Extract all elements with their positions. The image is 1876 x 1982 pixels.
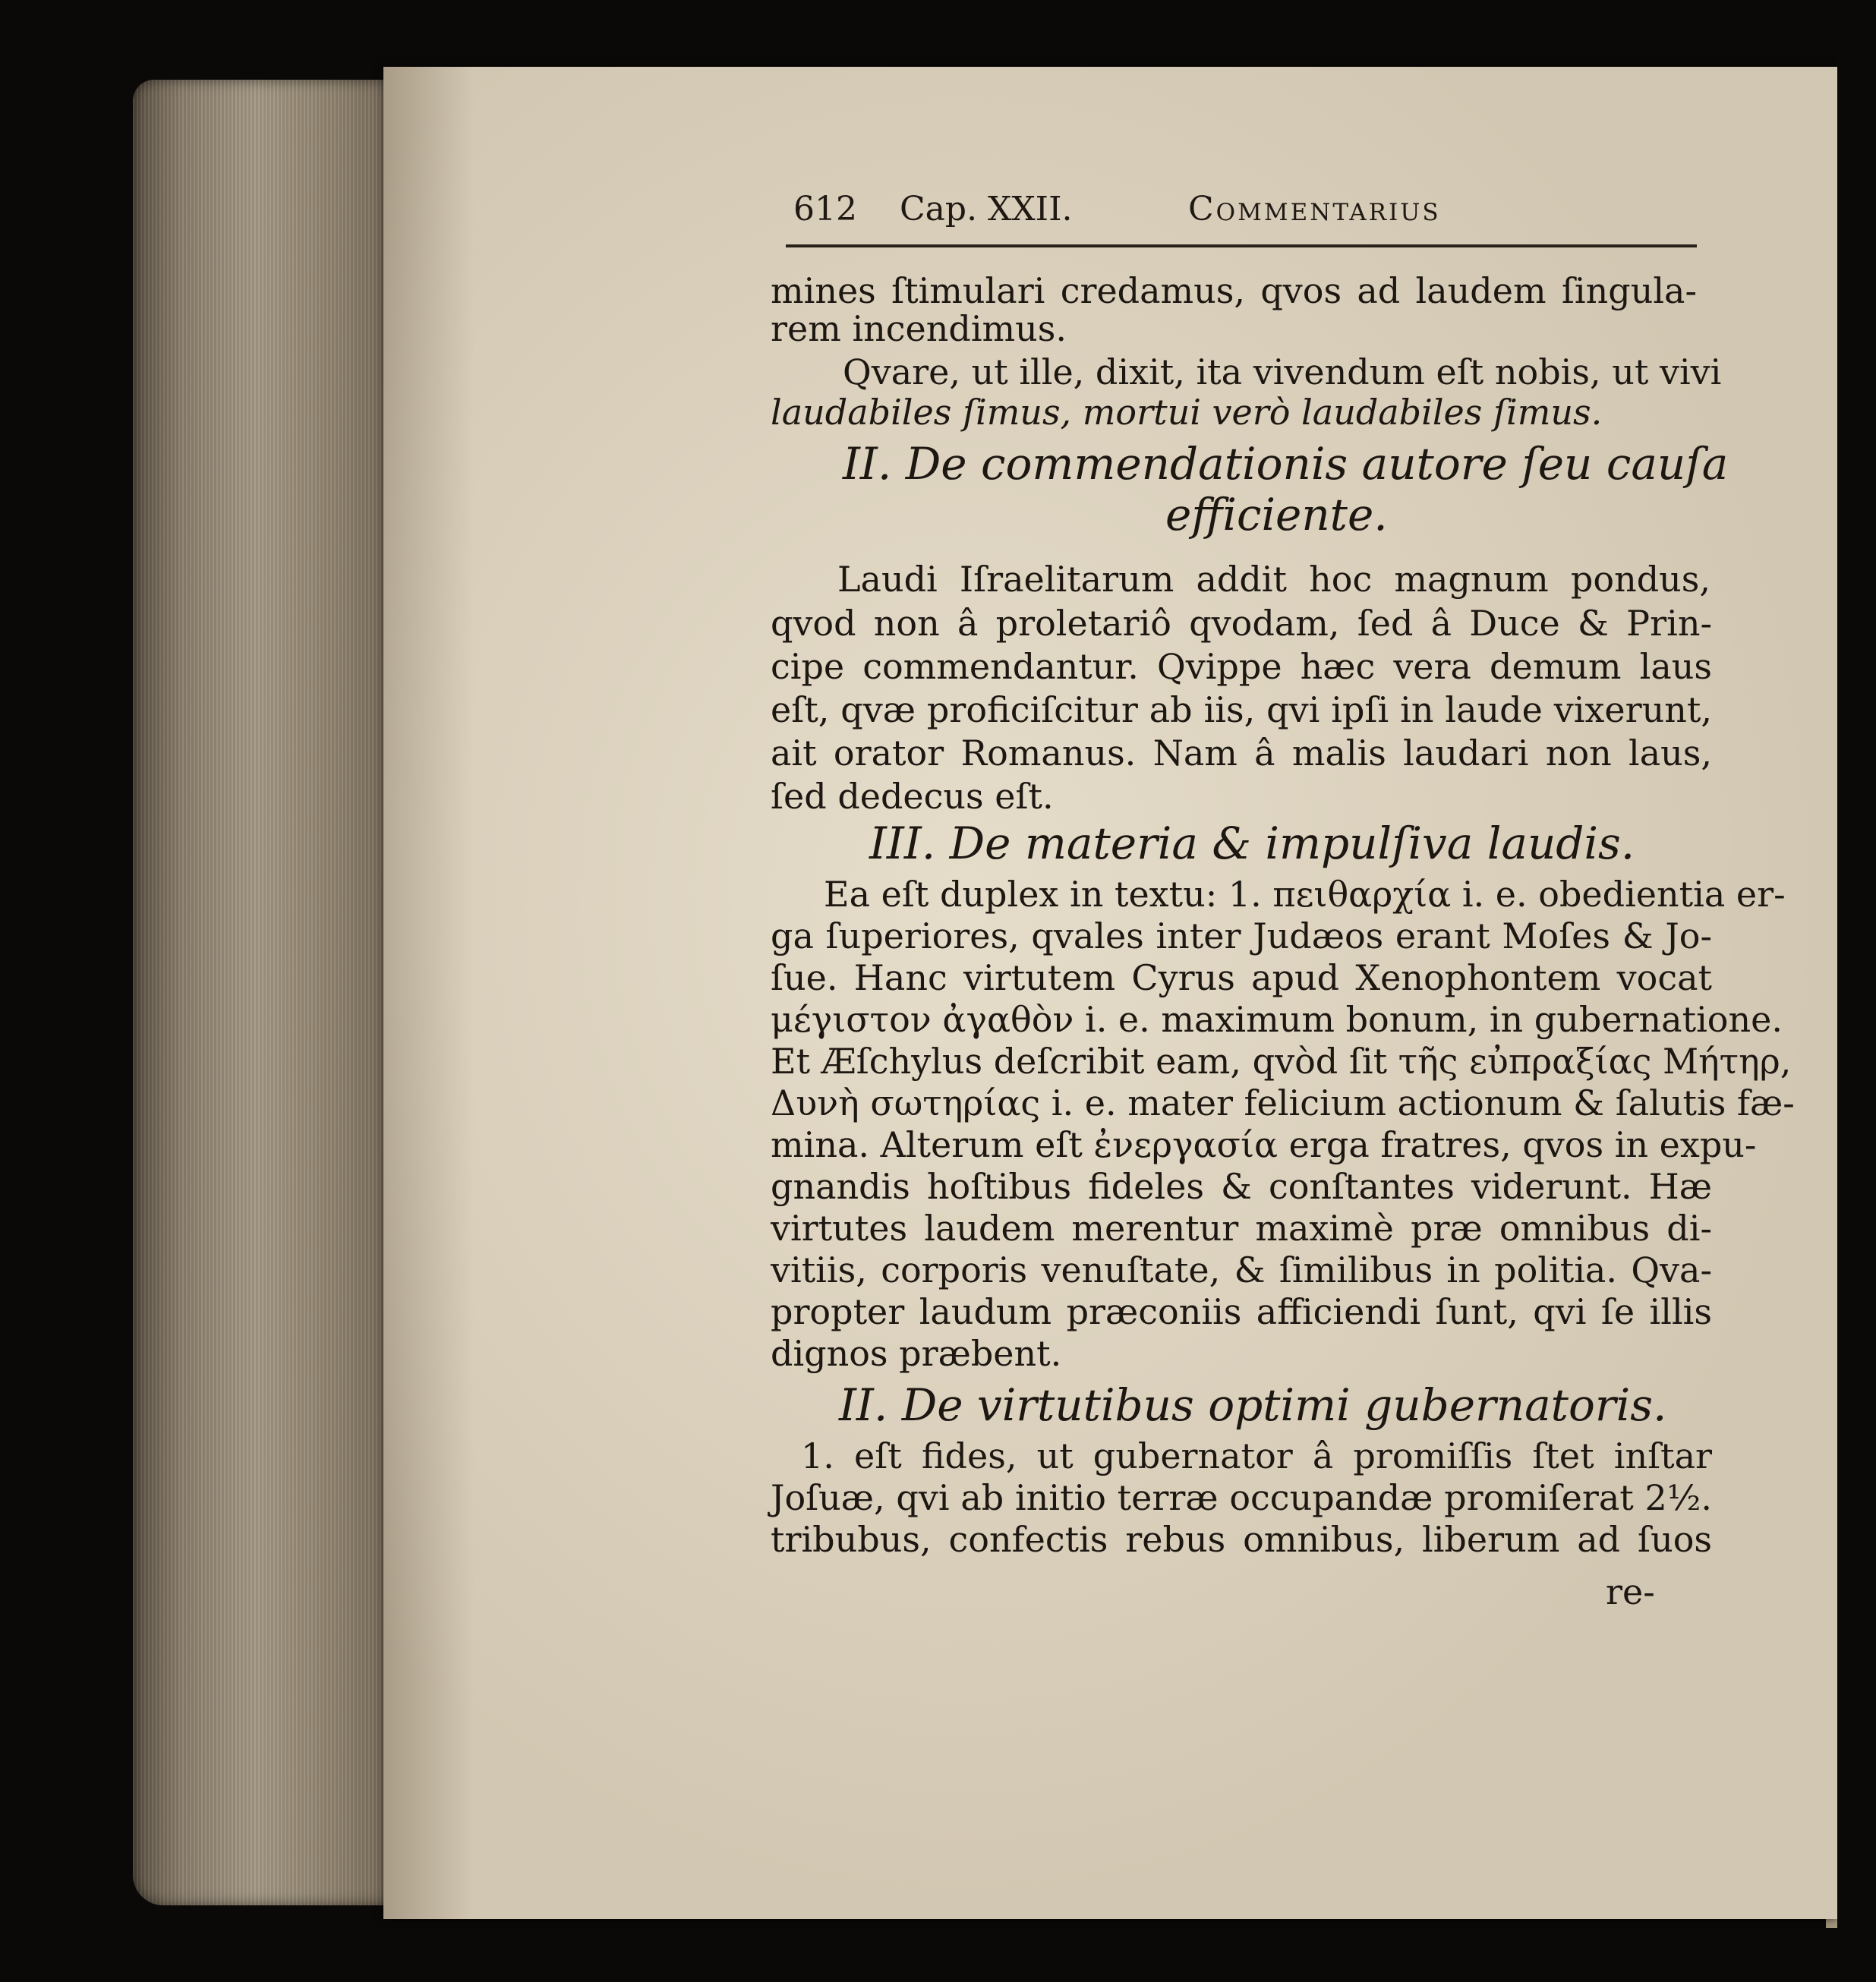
- chapter-label: Cap. XXII.: [900, 190, 1073, 228]
- text-line: μέγιστον ἀγαθὸν i. e. maximum bonum, in gubernatione.: [771, 999, 1783, 1040]
- header-rule: [786, 244, 1697, 247]
- text-line: eſt, qvæ proficiſcitur ab iis, qvi ipſi in laude vixerunt,: [771, 689, 1712, 730]
- section-heading-cont: efficiente.: [1165, 489, 1388, 540]
- text-line: mines ſtimulari credamus, qvos ad laudem ſingula-: [771, 270, 1697, 311]
- running-title: Commentarius: [1188, 190, 1441, 228]
- text-line: rem incendimus.: [771, 308, 1067, 349]
- text-line: dignos præbent.: [771, 1333, 1062, 1374]
- quote-line: Qvare, ut ille, dixit, ita vivendum eſt nobis, ut vivi: [843, 351, 1722, 392]
- section-heading: II. De commendationis autore ſeu cauſa: [843, 438, 1729, 490]
- section-heading: II. De virtutibus optimi gubernatoris.: [839, 1379, 1667, 1431]
- text-line: Joſuæ, qvi ab initio terræ occupandæ promiſerat 2½.: [771, 1477, 1712, 1518]
- book-page-edges: [133, 80, 406, 1905]
- text-line: ait orator Romanus. Nam â malis laudari non laus,: [771, 733, 1712, 774]
- text-line: virtutes laudem merentur maximè præ omnibus di-: [771, 1208, 1712, 1249]
- text-line: ſed dedecus eſt.: [771, 776, 1054, 817]
- quote-line: laudabiles ſimus, mortui verò laudabiles ſimus.: [771, 392, 1603, 433]
- text-line: 1. eſt fides, ut gubernator â promiſſis ſtet inſtar: [801, 1435, 1712, 1476]
- text-line: vitiis, corporis venuſtate, & ſimilibus in politia. Qva-: [771, 1249, 1712, 1290]
- text-line: qvod non â proletariô qvodam, ſed â Duce & Prin-: [771, 603, 1712, 644]
- text-line: Δυνὴ σωτηρίας i. e. mater felicium actionum & ſalutis fæ-: [771, 1082, 1795, 1123]
- text-line: ſue. Hanc virtutem Cyrus apud Xenophontem vocat: [771, 957, 1712, 998]
- text-line: propter laudum præconiis afficiendi ſunt, qvi ſe illis: [771, 1291, 1712, 1332]
- text-line: Ea eſt duplex in textu: 1. πειθαρχία i. e. obedientia er-: [824, 874, 1786, 915]
- scan-border: [1837, 0, 1876, 1982]
- running-head: [793, 190, 1492, 243]
- text-line: tribubus, confectis rebus omnibus, liberum ad ſuos: [771, 1519, 1712, 1560]
- text-line: Laudi Iſraelitarum addit hoc magnum pondus,: [837, 559, 1710, 600]
- text-line: cipe commendantur. Qvippe hæc vera demum laus: [771, 646, 1712, 687]
- section-heading: III. De materia & impulſiva laudis.: [869, 818, 1635, 869]
- text-line: mina. Alterum eſt ἐνεργασία erga fratres, qvos in expu-: [771, 1124, 1757, 1165]
- catchword: re-: [1606, 1571, 1655, 1612]
- text-line: gnandis hoſtibus fideles & conſtantes viderunt. Hæ: [771, 1166, 1712, 1207]
- text-line: ga ſuperiores, qvales inter Judæos erant Moſes & Jo-: [771, 915, 1712, 956]
- text-line: Et Æſchylus deſcribit eam, qvòd ſit τῆς εὐπραξίας Μήτηρ,: [771, 1041, 1792, 1082]
- page-number: 612: [793, 190, 857, 228]
